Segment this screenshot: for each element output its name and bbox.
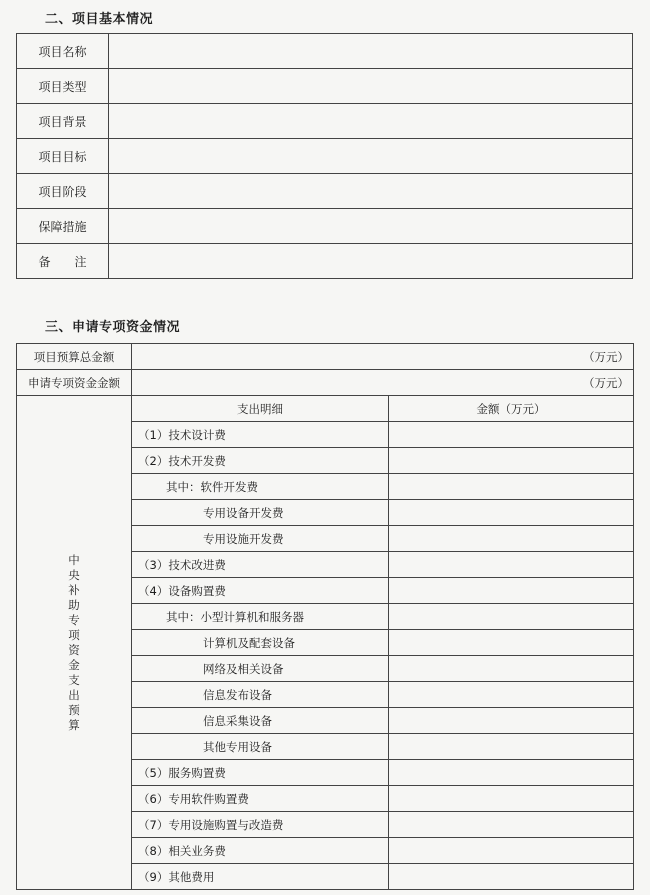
item-label: 信息采集设备 bbox=[132, 708, 389, 734]
table-row bbox=[17, 344, 634, 370]
amount-column-header: 金额（万元） bbox=[389, 396, 634, 422]
vertical-char: 专 bbox=[68, 612, 80, 627]
project-background-field[interactable] bbox=[109, 104, 633, 139]
table-row bbox=[17, 244, 633, 279]
vertical-char: 预 bbox=[68, 702, 80, 717]
central-subsidy-vertical-label bbox=[17, 396, 132, 890]
safeguards-field[interactable] bbox=[109, 209, 633, 244]
vertical-char: 央 bbox=[68, 567, 80, 582]
row-label-project-goal: 项目目标 bbox=[17, 139, 109, 174]
project-name-field[interactable] bbox=[109, 34, 633, 69]
item-label: 专用设施开发费 bbox=[132, 526, 389, 552]
item-label: （4）设备购置费 bbox=[132, 578, 389, 604]
amount-cell[interactable] bbox=[389, 760, 634, 786]
table-row bbox=[17, 209, 633, 244]
item-label: （7）专用设施购置与改造费 bbox=[132, 812, 389, 838]
project-stage-field[interactable] bbox=[109, 174, 633, 209]
vertical-char: 算 bbox=[68, 717, 80, 732]
row-label-project-type: 项目类型 bbox=[17, 69, 109, 104]
amount-cell[interactable] bbox=[389, 630, 634, 656]
row-label-remarks: 备 注 bbox=[17, 244, 109, 279]
vertical-char: 项 bbox=[68, 627, 80, 642]
amount-cell[interactable] bbox=[389, 708, 634, 734]
vertical-char: 中 bbox=[68, 552, 80, 567]
row-label-project-stage: 项目阶段 bbox=[17, 174, 109, 209]
vertical-char: 资 bbox=[68, 642, 80, 657]
amount-cell[interactable] bbox=[389, 526, 634, 552]
project-basic-info-table bbox=[16, 33, 633, 279]
detail-column-header: 支出明细 bbox=[132, 396, 389, 422]
apply-amount-field[interactable] bbox=[132, 370, 634, 396]
amount-cell[interactable] bbox=[389, 604, 634, 630]
table-row bbox=[17, 370, 634, 396]
item-label: 其中：小型计算机和服务器 bbox=[132, 604, 389, 630]
item-label: 其中：软件开发费 bbox=[132, 474, 389, 500]
row-label-project-background: 项目背景 bbox=[17, 104, 109, 139]
amount-cell[interactable] bbox=[389, 864, 634, 890]
vertical-char: 助 bbox=[68, 597, 80, 612]
project-goal-field[interactable] bbox=[109, 139, 633, 174]
item-label: （5）服务购置费 bbox=[132, 760, 389, 786]
table-row bbox=[17, 34, 633, 69]
vertical-char: 金 bbox=[68, 657, 80, 672]
vertical-char: 出 bbox=[68, 687, 80, 702]
apply-amount-unit: （万元） bbox=[583, 375, 629, 390]
amount-cell[interactable] bbox=[389, 734, 634, 760]
amount-cell[interactable] bbox=[389, 838, 634, 864]
section-3-heading: 三、申请专项资金情况 bbox=[45, 320, 181, 335]
budget-total-label: 项目预算总金额 bbox=[17, 344, 132, 370]
table-row bbox=[17, 104, 633, 139]
amount-cell[interactable] bbox=[389, 656, 634, 682]
item-label: 其他专用设备 bbox=[132, 734, 389, 760]
item-label: （8）相关业务费 bbox=[132, 838, 389, 864]
table-row bbox=[17, 69, 633, 104]
remarks-field[interactable] bbox=[109, 244, 633, 279]
item-label: （2）技术开发费 bbox=[132, 448, 389, 474]
item-label: 计算机及配套设备 bbox=[132, 630, 389, 656]
table-row bbox=[17, 174, 633, 209]
budget-total-unit: （万元） bbox=[583, 349, 629, 364]
item-label: 网络及相关设备 bbox=[132, 656, 389, 682]
project-type-field[interactable] bbox=[109, 69, 633, 104]
budget-total-field[interactable] bbox=[132, 344, 634, 370]
amount-cell[interactable] bbox=[389, 500, 634, 526]
apply-amount-label: 申请专项资金金额 bbox=[17, 370, 132, 396]
item-label: 专用设备开发费 bbox=[132, 500, 389, 526]
item-label: （6）专用软件购置费 bbox=[132, 786, 389, 812]
amount-cell[interactable] bbox=[389, 422, 634, 448]
section-2-heading: 二、项目基本情况 bbox=[45, 12, 154, 27]
row-label-safeguards: 保障措施 bbox=[17, 209, 109, 244]
row-label-project-name: 项目名称 bbox=[17, 34, 109, 69]
item-label: （1）技术设计费 bbox=[132, 422, 389, 448]
item-label: （9）其他费用 bbox=[132, 864, 389, 890]
special-fund-table bbox=[16, 343, 634, 890]
table-row bbox=[17, 139, 633, 174]
amount-cell[interactable] bbox=[389, 474, 634, 500]
vertical-char: 支 bbox=[68, 672, 80, 687]
amount-cell[interactable] bbox=[389, 682, 634, 708]
amount-cell[interactable] bbox=[389, 448, 634, 474]
amount-cell[interactable] bbox=[389, 578, 634, 604]
amount-cell[interactable] bbox=[389, 552, 634, 578]
item-label: 信息发布设备 bbox=[132, 682, 389, 708]
amount-cell[interactable] bbox=[389, 786, 634, 812]
amount-cell[interactable] bbox=[389, 812, 634, 838]
table-row bbox=[17, 396, 634, 422]
item-label: （3）技术改进费 bbox=[132, 552, 389, 578]
vertical-char: 补 bbox=[68, 582, 80, 597]
